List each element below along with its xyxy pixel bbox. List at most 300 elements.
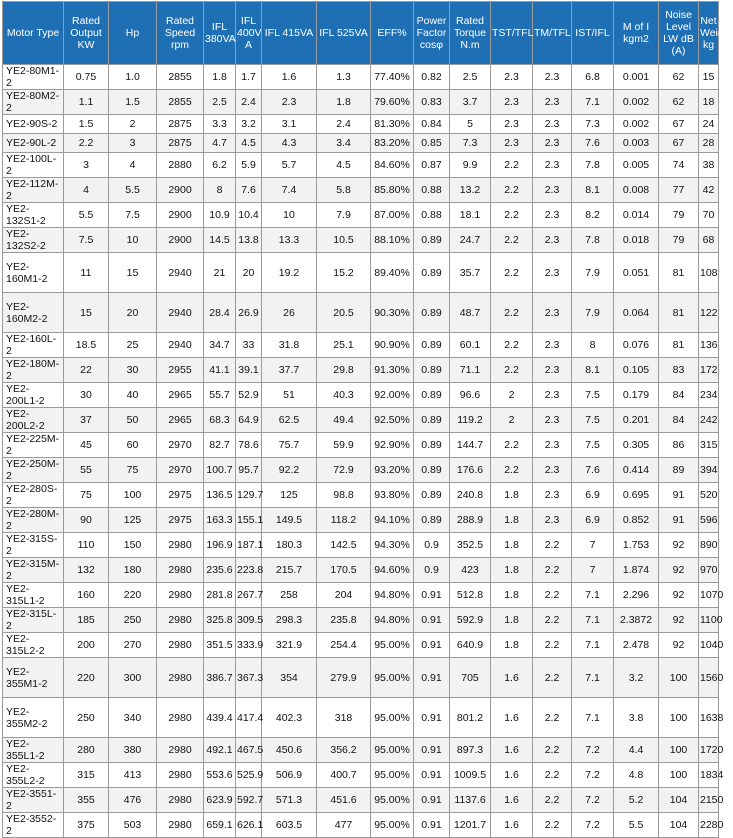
table-cell: 7.2	[572, 763, 614, 788]
motor-type-cell: YE2-280S-2	[3, 483, 64, 508]
table-cell: 1.8	[491, 508, 533, 533]
table-row	[3, 134, 719, 153]
table-row	[3, 608, 719, 633]
table-cell: 592.7	[236, 788, 262, 813]
table-cell: 2940	[157, 333, 204, 358]
table-row	[3, 228, 719, 253]
table-cell: 0.91	[414, 608, 450, 633]
table-cell: 2	[491, 408, 533, 433]
table-cell: 2.2	[533, 558, 572, 583]
table-cell: 51	[262, 383, 317, 408]
table-cell: 60	[109, 433, 157, 458]
table-cell: 5.8	[317, 178, 371, 203]
table-cell: 93.20%	[371, 458, 414, 483]
table-cell: 180.3	[262, 533, 317, 558]
table-cell: 367.3	[236, 658, 262, 698]
table-cell: 7.9	[572, 293, 614, 333]
table-cell: 354	[262, 658, 317, 698]
motor-type-cell: YE2-90L-2	[3, 134, 64, 153]
table-cell: 92	[659, 633, 699, 658]
table-cell: 45	[64, 433, 109, 458]
table-cell: 1.6	[262, 65, 317, 90]
table-cell: 7.1	[572, 698, 614, 738]
table-row	[3, 203, 719, 228]
table-cell: 423	[450, 558, 491, 583]
table-cell: 59.9	[317, 433, 371, 458]
table-cell: 215.7	[262, 558, 317, 583]
table-cell: 1.8	[491, 633, 533, 658]
table-cell: 40.3	[317, 383, 371, 408]
table-cell: 0.89	[414, 333, 450, 358]
table-cell: 2	[491, 383, 533, 408]
table-cell: 450.6	[262, 738, 317, 763]
header-row	[3, 2, 719, 65]
table-cell: 242	[699, 408, 719, 433]
column-header: Rated Torque N.m	[450, 2, 491, 65]
table-cell: 2.2	[533, 583, 572, 608]
table-cell: 250	[109, 608, 157, 633]
table-cell: 3.2	[236, 115, 262, 134]
table-cell: 78.6	[236, 433, 262, 458]
table-cell: 352.5	[450, 533, 491, 558]
table-cell: 0.91	[414, 698, 450, 738]
table-cell: 10	[262, 203, 317, 228]
table-cell: 7.8	[572, 153, 614, 178]
table-cell: 1.874	[614, 558, 659, 583]
table-cell: 280	[64, 738, 109, 763]
table-cell: 187.1	[236, 533, 262, 558]
table-cell: 5.5	[614, 813, 659, 838]
column-header: M of I kgm2	[614, 2, 659, 65]
table-cell: 0.75	[64, 65, 109, 90]
table-cell: 2980	[157, 633, 204, 658]
table-cell: 79	[659, 203, 699, 228]
table-cell: 325.8	[204, 608, 236, 633]
table-cell: 13.3	[262, 228, 317, 253]
table-cell: 0.82	[414, 65, 450, 90]
table-cell: 2.3	[491, 115, 533, 134]
table-cell: 2.2	[533, 738, 572, 763]
table-row	[3, 583, 719, 608]
table-cell: 1.5	[109, 90, 157, 115]
table-cell: 104	[659, 788, 699, 813]
table-cell: 28	[699, 134, 719, 153]
table-cell: 270	[109, 633, 157, 658]
table-row	[3, 358, 719, 383]
table-cell: 94.30%	[371, 533, 414, 558]
table-cell: 1.6	[491, 698, 533, 738]
table-cell: 1.6	[491, 813, 533, 838]
table-cell: 100	[659, 738, 699, 763]
table-cell: 356.2	[317, 738, 371, 763]
table-cell: 15	[64, 293, 109, 333]
table-cell: 81	[659, 333, 699, 358]
table-cell: 84.60%	[371, 153, 414, 178]
table-cell: 3.1	[262, 115, 317, 134]
table-cell: 64.9	[236, 408, 262, 433]
table-cell: 6.2	[204, 153, 236, 178]
table-cell: 553.6	[204, 763, 236, 788]
table-cell: 4	[109, 153, 157, 178]
table-cell: 92.50%	[371, 408, 414, 433]
table-cell: 5.2	[614, 788, 659, 813]
table-cell: 288.9	[450, 508, 491, 533]
table-cell: 2.2	[491, 153, 533, 178]
table-cell: 30	[109, 358, 157, 383]
table-cell: 596	[699, 508, 719, 533]
table-cell: 7.1	[572, 608, 614, 633]
table-cell: 1.8	[491, 533, 533, 558]
table-cell: 92.2	[262, 458, 317, 483]
table-cell: 7.6	[236, 178, 262, 203]
table-cell: 87.00%	[371, 203, 414, 228]
motor-type-cell: YE2-355M1-2	[3, 658, 64, 698]
motor-type-cell: YE2-315L2-2	[3, 633, 64, 658]
table-cell: 2900	[157, 228, 204, 253]
table-cell: 10.4	[236, 203, 262, 228]
table-cell: 525.9	[236, 763, 262, 788]
table-cell: 200	[64, 633, 109, 658]
table-cell: 2.3	[533, 90, 572, 115]
table-cell: 2.3	[491, 65, 533, 90]
table-cell: 7.5	[572, 433, 614, 458]
table-cell: 1.7	[236, 65, 262, 90]
table-cell: 4.5	[317, 153, 371, 178]
table-row	[3, 698, 719, 738]
table-cell: 30	[64, 383, 109, 408]
table-cell: 0.695	[614, 483, 659, 508]
table-cell: 0.003	[614, 134, 659, 153]
table-cell: 90	[64, 508, 109, 533]
table-cell: 0.88	[414, 178, 450, 203]
table-cell: 92	[659, 558, 699, 583]
table-cell: 24.7	[450, 228, 491, 253]
table-cell: 0.051	[614, 253, 659, 293]
table-cell: 5.9	[236, 153, 262, 178]
table-cell: 0.179	[614, 383, 659, 408]
table-cell: 1.6	[491, 738, 533, 763]
table-cell: 8.2	[572, 203, 614, 228]
table-cell: 22	[64, 358, 109, 383]
table-cell: 0.9	[414, 558, 450, 583]
table-cell: 84	[659, 408, 699, 433]
table-cell: 196.9	[204, 533, 236, 558]
column-header: Noise Level LW dB (A)	[659, 2, 699, 65]
table-cell: 2.2	[533, 813, 572, 838]
table-cell: 62.5	[262, 408, 317, 433]
table-cell: 2965	[157, 383, 204, 408]
table-cell: 2980	[157, 698, 204, 738]
table-cell: 28.4	[204, 293, 236, 333]
table-cell: 7	[572, 533, 614, 558]
motor-type-cell: YE2-3552-2	[3, 813, 64, 838]
column-header: IFL 415VA	[262, 2, 317, 65]
column-header: Hp	[109, 2, 157, 65]
table-cell: 7.5	[572, 383, 614, 408]
table-cell: 2975	[157, 508, 204, 533]
table-cell: 7.1	[572, 658, 614, 698]
table-cell: 204	[317, 583, 371, 608]
table-cell: 7.2	[572, 738, 614, 763]
table-cell: 2940	[157, 293, 204, 333]
motor-type-cell: YE2-355L1-2	[3, 738, 64, 763]
table-cell: 2.478	[614, 633, 659, 658]
table-cell: 0.91	[414, 788, 450, 813]
table-cell: 20.5	[317, 293, 371, 333]
table-cell: 125	[109, 508, 157, 533]
table-cell: 86	[659, 433, 699, 458]
table-cell: 0.076	[614, 333, 659, 358]
table-row	[3, 483, 719, 508]
table-row	[3, 65, 719, 90]
motor-type-cell: YE2-200L1-2	[3, 383, 64, 408]
column-header: Net Weight kg	[699, 2, 719, 65]
table-cell: 2.3	[533, 433, 572, 458]
table-cell: 2.2	[533, 698, 572, 738]
table-cell: 0.064	[614, 293, 659, 333]
table-cell: 20	[109, 293, 157, 333]
table-cell: 0.89	[414, 508, 450, 533]
table-cell: 3.8	[614, 698, 659, 738]
table-cell: 2980	[157, 558, 204, 583]
table-cell: 52.9	[236, 383, 262, 408]
table-cell: 49.4	[317, 408, 371, 433]
table-cell: 476	[109, 788, 157, 813]
table-cell: 1.753	[614, 533, 659, 558]
table-cell: 0.105	[614, 358, 659, 383]
table-cell: 4.8	[614, 763, 659, 788]
table-cell: 2.3	[533, 458, 572, 483]
table-cell: 15	[109, 253, 157, 293]
table-cell: 333.9	[236, 633, 262, 658]
table-cell: 2.3	[533, 408, 572, 433]
table-cell: 7.2	[572, 788, 614, 813]
table-cell: 41.1	[204, 358, 236, 383]
table-cell: 71.1	[450, 358, 491, 383]
table-cell: 0.89	[414, 483, 450, 508]
column-header: Rated Speed rpm	[157, 2, 204, 65]
table-cell: 2.2	[491, 433, 533, 458]
table-cell: 0.014	[614, 203, 659, 228]
table-row	[3, 90, 719, 115]
table-cell: 40	[109, 383, 157, 408]
table-cell: 15.2	[317, 253, 371, 293]
table-cell: 0.008	[614, 178, 659, 203]
table-cell: 2900	[157, 203, 204, 228]
table-cell: 2.3	[491, 90, 533, 115]
table-cell: 2.2	[491, 358, 533, 383]
table-cell: 31.8	[262, 333, 317, 358]
table-cell: 0.89	[414, 433, 450, 458]
table-cell: 100	[659, 698, 699, 738]
table-cell: 7.2	[572, 813, 614, 838]
table-cell: 315	[699, 433, 719, 458]
table-cell: 2.3	[533, 178, 572, 203]
table-cell: 160	[64, 583, 109, 608]
table-cell: 2900	[157, 178, 204, 203]
table-cell: 626.1	[236, 813, 262, 838]
table-cell: 2.2	[491, 333, 533, 358]
table-cell: 10.5	[317, 228, 371, 253]
table-cell: 592.9	[450, 608, 491, 633]
table-row	[3, 253, 719, 293]
table-cell: 81.30%	[371, 115, 414, 134]
table-cell: 413	[109, 763, 157, 788]
table-cell: 2.3	[533, 333, 572, 358]
table-cell: 72.9	[317, 458, 371, 483]
table-cell: 95.00%	[371, 698, 414, 738]
table-cell: 24	[699, 115, 719, 134]
table-cell: 85.80%	[371, 178, 414, 203]
table-cell: 33	[236, 333, 262, 358]
motor-type-cell: YE2-3551-2	[3, 788, 64, 813]
table-cell: 2.2	[491, 293, 533, 333]
table-cell: 1.6	[491, 658, 533, 698]
table-row	[3, 533, 719, 558]
table-cell: 18.1	[450, 203, 491, 228]
table-cell: 2.5	[450, 65, 491, 90]
table-cell: 234	[699, 383, 719, 408]
table-cell: 29.8	[317, 358, 371, 383]
table-cell: 2875	[157, 115, 204, 134]
table-body	[3, 65, 724, 838]
table-cell: 318	[317, 698, 371, 738]
table-cell: 897.3	[450, 738, 491, 763]
table-cell: 640.9	[450, 633, 491, 658]
table-cell: 132	[64, 558, 109, 583]
table-cell: 492.1	[204, 738, 236, 763]
table-cell: 3.3	[204, 115, 236, 134]
table-cell: 2980	[157, 608, 204, 633]
table-cell: 240.8	[450, 483, 491, 508]
table-cell: 2980	[157, 813, 204, 838]
table-cell: 92.00%	[371, 383, 414, 408]
table-cell: 13.2	[450, 178, 491, 203]
table-cell: 2.2	[533, 608, 572, 633]
table-cell: 503	[109, 813, 157, 838]
table-row	[3, 763, 719, 788]
table-cell: 340	[109, 698, 157, 738]
table-row	[3, 458, 719, 483]
table-cell: 375	[64, 813, 109, 838]
table-cell: 94.80%	[371, 608, 414, 633]
motor-type-cell: YE2-250M-2	[3, 458, 64, 483]
table-cell: 2.2	[491, 253, 533, 293]
table-cell: 7.5	[64, 228, 109, 253]
table-cell: 0.91	[414, 738, 450, 763]
table-cell: 890	[699, 533, 719, 558]
table-row	[3, 633, 719, 658]
motor-type-cell: YE2-132S1-2	[3, 203, 64, 228]
table-cell: 2.3	[533, 508, 572, 533]
table-cell: 100.7	[204, 458, 236, 483]
table-cell: 38	[699, 153, 719, 178]
table-cell: 7.1	[572, 90, 614, 115]
motor-type-cell: YE2-315L1-2	[3, 583, 64, 608]
table-cell: 394	[699, 458, 719, 483]
table-cell: 68	[699, 228, 719, 253]
table-cell: 0.89	[414, 408, 450, 433]
table-cell: 95.00%	[371, 813, 414, 838]
table-cell: 110	[64, 533, 109, 558]
table-cell: 136.5	[204, 483, 236, 508]
table-cell: 104	[659, 813, 699, 838]
table-cell: 83.20%	[371, 134, 414, 153]
motor-type-cell: YE2-315M-2	[3, 558, 64, 583]
table-cell: 118.2	[317, 508, 371, 533]
motor-type-cell: YE2-355L2-2	[3, 763, 64, 788]
table-cell: 7	[572, 558, 614, 583]
table-header	[3, 2, 733, 65]
table-cell: 2.3	[533, 253, 572, 293]
table-cell: 90.90%	[371, 333, 414, 358]
table-cell: 4.7	[204, 134, 236, 153]
table-cell: 62	[659, 65, 699, 90]
table-cell: 42	[699, 178, 719, 203]
table-cell: 1.6	[491, 788, 533, 813]
table-cell: 5.5	[64, 203, 109, 228]
table-cell: 2	[109, 115, 157, 134]
table-cell: 89.40%	[371, 253, 414, 293]
column-header: EFF%	[371, 2, 414, 65]
table-cell: 1.8	[317, 90, 371, 115]
table-row	[3, 115, 719, 134]
table-cell: 25	[109, 333, 157, 358]
table-cell: 2280	[699, 813, 719, 838]
table-cell: 2970	[157, 458, 204, 483]
table-cell: 467.5	[236, 738, 262, 763]
table-cell: 95.7	[236, 458, 262, 483]
motor-spec-table	[2, 1, 733, 838]
table-cell: 402.3	[262, 698, 317, 738]
table-cell: 659.1	[204, 813, 236, 838]
table-row	[3, 293, 719, 333]
motor-type-cell: YE2-160M2-2	[3, 293, 64, 333]
table-cell: 100	[659, 763, 699, 788]
table-cell: 18.5	[64, 333, 109, 358]
table-cell: 108	[699, 253, 719, 293]
motor-type-cell: YE2-132S2-2	[3, 228, 64, 253]
table-cell: 94.10%	[371, 508, 414, 533]
table-cell: 1009.5	[450, 763, 491, 788]
motor-type-cell: YE2-80M1-2	[3, 65, 64, 90]
table-cell: 0.414	[614, 458, 659, 483]
table-cell: 91.30%	[371, 358, 414, 383]
table-cell: 0.91	[414, 763, 450, 788]
table-cell: 55	[64, 458, 109, 483]
table-cell: 68.3	[204, 408, 236, 433]
table-cell: 380	[109, 738, 157, 763]
table-cell: 2.3872	[614, 608, 659, 633]
column-header: IFL 525VA	[317, 2, 371, 65]
table-cell: 439.4	[204, 698, 236, 738]
table-cell: 35.7	[450, 253, 491, 293]
column-header: IST/IFL	[572, 2, 614, 65]
table-cell: 0.852	[614, 508, 659, 533]
table-cell: 25.1	[317, 333, 371, 358]
table-cell: 2.2	[533, 788, 572, 813]
table-cell: 55.7	[204, 383, 236, 408]
table-cell: 96.6	[450, 383, 491, 408]
table-cell: 0.89	[414, 293, 450, 333]
table-cell: 0.91	[414, 583, 450, 608]
table-cell: 8	[204, 178, 236, 203]
motor-type-cell: YE2-80M2-2	[3, 90, 64, 115]
table-cell: 142.5	[317, 533, 371, 558]
table-cell: 2.3	[533, 203, 572, 228]
table-cell: 2.3	[533, 65, 572, 90]
table-cell: 150	[109, 533, 157, 558]
